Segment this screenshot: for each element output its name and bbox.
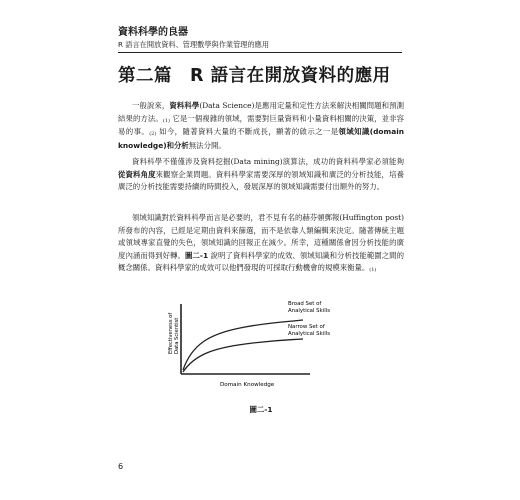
paragraph-2 — [118, 156, 404, 194]
p1-text-d: 它是一個複雜的領域，需要對巨量資料和小量資料相關的決策，並非容易的事。 — [118, 113, 404, 137]
y-axis-label-2: Data Scientist — [174, 317, 180, 354]
p1-bold-domain: 領域知識(domain knowledge)和分析 — [118, 127, 404, 150]
figure-caption: 圖二-1 — [249, 405, 273, 414]
p3-text-c: 說明了資料科學家的成效、領域知識和分析技能範圍之間的概念關係。資料科學家的成效可以他們發現的可採取行動機會的規模來衡量。 — [118, 250, 404, 273]
p1-ref-1: (1) — [162, 117, 170, 124]
narrow-curve-label-1: Narrow Set of — [288, 324, 325, 330]
broad-curve-label-1: Broad Set of — [288, 301, 322, 307]
paragraph-3 — [118, 212, 404, 276]
book-subtitle: R 語言在開放資料、管理數學與作業管理的應用 — [118, 40, 270, 49]
p1-text-c: (Data Science)是應用定量和定性方法來解決相關問題和預測結果的方法。 — [118, 101, 404, 123]
running-header — [118, 26, 418, 50]
chapter-title: 第二篇 R 語言在開放資料的應用 — [118, 66, 391, 86]
p1-text-e: 如今，隨著資料大量的不斷成長，顯著的啟示之一是 — [156, 127, 339, 137]
p1-text-a: 一般說來， — [132, 101, 170, 110]
page-number: 6 — [118, 462, 124, 471]
p2-text-c: 來觀察企業問題。資料科學家需要深厚的領域知識和廣泛的分析技能，培養廣泛的分析技能需要持續的時間投入，發展深厚的領域知識需要付出額外的努力。 — [118, 169, 404, 192]
broad-skills-curve — [183, 320, 303, 370]
p1-ref-2: (2) — [149, 131, 157, 138]
x-axis-label: Domain Knowledge — [220, 382, 275, 388]
p2-text-a: 資料科學不僅僅涉及資料挖掘(Data mining)演算法，成功的資料科學家必須能夠 — [132, 157, 404, 166]
y-axis-label-1: Effectiveness of — [168, 312, 174, 354]
book-title: 資料科學的良器 — [118, 27, 188, 38]
header-rule — [118, 52, 402, 53]
p1-bold-term: 資料科學 — [169, 101, 200, 110]
p3-text-a: 領域知識對於資料科學而言是必要的，君不見有名的赫芬頓郵報(Huffington post)所發布的內容，已經是定期由資料來篩選，而不是依靠人類編輯來決定。隨著傳統主題或領域專家直覺的失色，領域知識的回報正在減少。所幸，這種關係會因分析技能的廣度內涵而得到好轉。 — [118, 213, 404, 260]
p2-bold-term: 從資料角度 — [118, 169, 156, 179]
narrow-curve-label-2: Analytical Skills — [288, 331, 331, 337]
figure-2-1 — [140, 296, 390, 396]
p3-ref: (1) — [369, 267, 377, 274]
broad-curve-label-2: Analytical Skills — [288, 308, 331, 314]
paragraph-1 — [118, 100, 404, 152]
p3-figure-ref: 圖二-1 — [185, 250, 209, 260]
p1-text-g: 無法分開。 — [188, 140, 226, 150]
